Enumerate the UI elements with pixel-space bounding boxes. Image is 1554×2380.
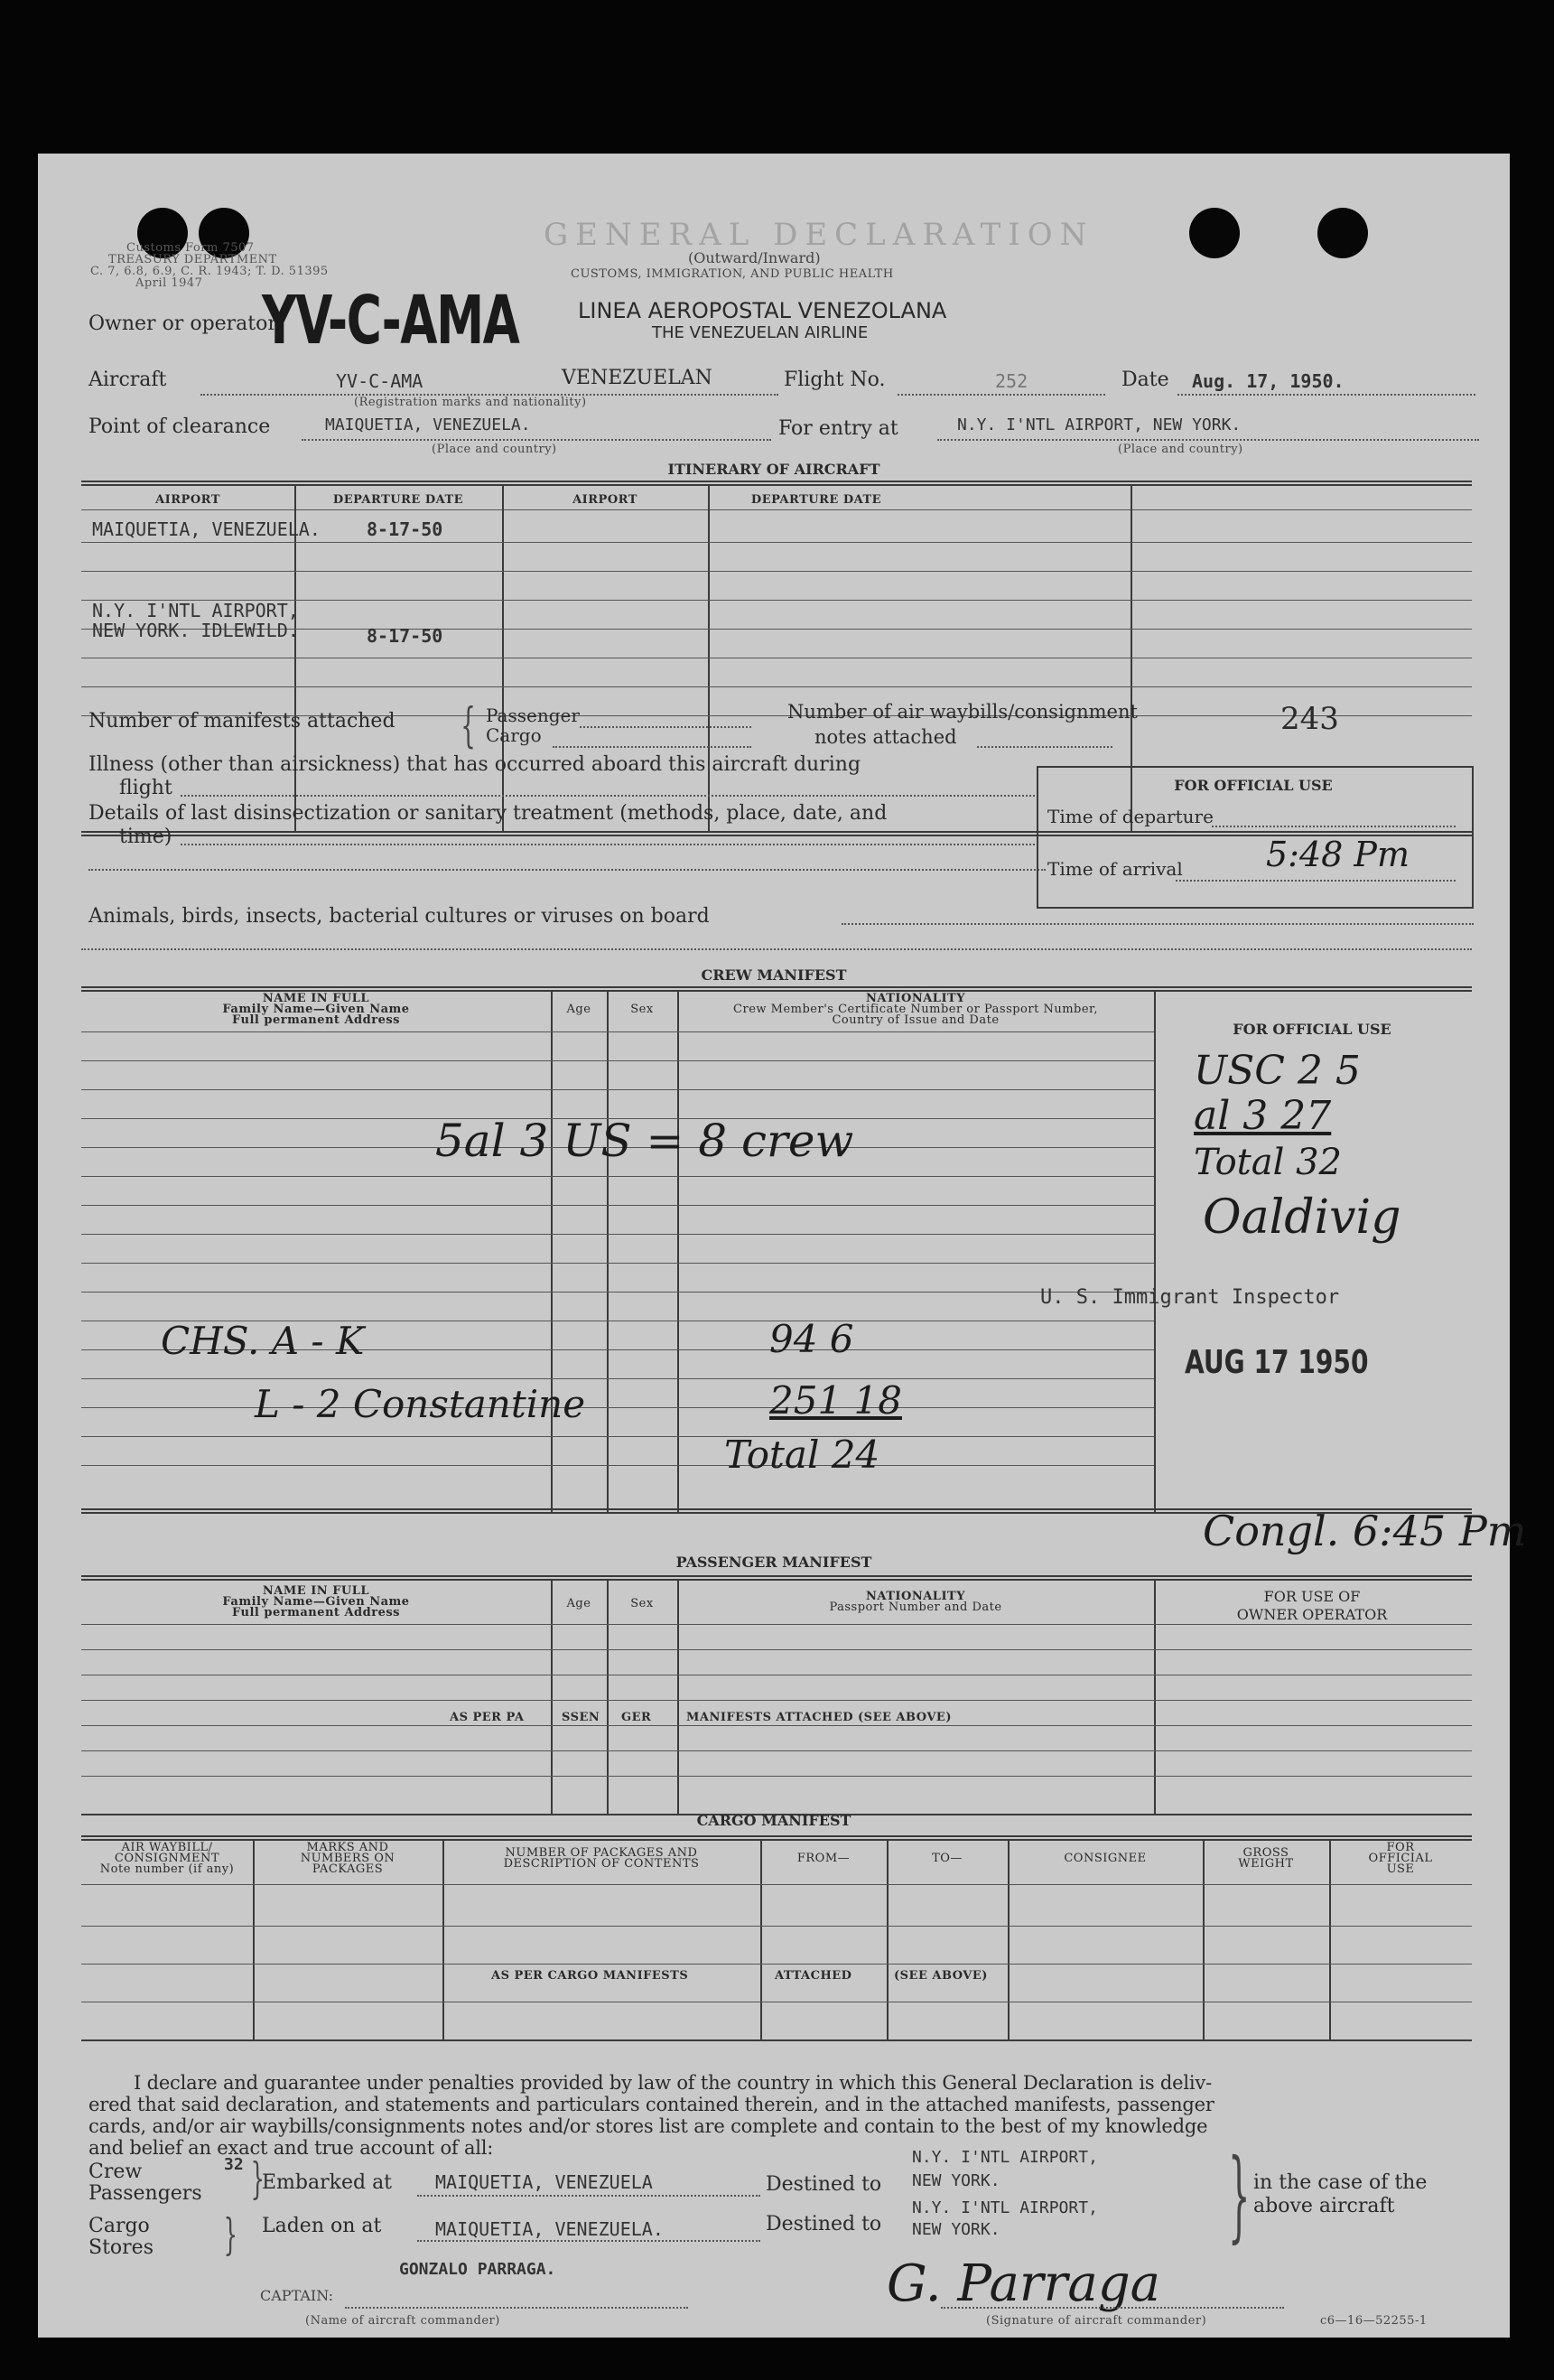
manifests-label: Number of manifests attached (88, 710, 395, 733)
signature-caption: (Signature of aircraft commander) (986, 2314, 1207, 2328)
commander-caption: (Name of aircraft commander) (305, 2314, 500, 2328)
pass-col-nationality: NATIONALITY Passport Number and Date (829, 1590, 1002, 1614)
waybills-label-2: notes attached (814, 726, 957, 748)
aircraft-label: Aircraft (88, 369, 167, 391)
cargo-title: CARGO MANIFEST (696, 1812, 851, 1829)
handwritten-congl: Congl. 6:45 Pm (1203, 1507, 1527, 1555)
cargo-col-marks: MARKS AND NUMBERS ON PACKAGES (300, 1841, 395, 1876)
embarked-label: Embarked at (262, 2171, 393, 2194)
cargo-label: Cargo (486, 724, 542, 746)
laden-label: Laden on at (262, 2215, 382, 2237)
pass-row-d: MANIFESTS ATTACHED (SEE ABOVE) (686, 1711, 952, 1724)
form-info: Customs Form 7507 TREASURY DEPARTMENT C. 7, 6.8, 6.9, C. R. 1943; T. D. 51395 April 1947 (90, 241, 329, 290)
arrival-time-label: Time of arrival (1047, 858, 1183, 880)
captain-label: CAPTAIN: (260, 2287, 334, 2304)
inspection-date-stamp: AUG 17 1950 (1185, 1344, 1369, 1381)
itin-airport-2: N.Y. I'NTL AIRPORT, (92, 600, 299, 621)
official-use-title: FOR OFFICIAL USE (1174, 777, 1333, 794)
entry-value: N.Y. I'NTL AIRPORT, NEW YORK. (957, 415, 1242, 434)
pass-col-age: Age (566, 1597, 591, 1610)
inspector-title: U. S. Immigrant Inspector (1040, 1286, 1340, 1309)
form-title: GENERAL DECLARATION (544, 217, 1094, 253)
crew-col-nationality: NATIONALITY Crew Member's Certificate Number or Passport Number, Country of Issue and Date (733, 992, 1098, 1027)
declaration-text: I declare and guarantee under penalties provided by law of the country in which this General Declaration is deliv- ered that said declaration, and statements and particulars contained therein, and in the attached manifests, passenger cards, and/or air waybills/consignments notes and/or stores list are complete and contain to the best of my knowledge and belief an exact and true account of all: (88, 2072, 1214, 2159)
aircraft-value: YV-C-AMA (336, 370, 423, 392)
owner-value-2: THE VENEZUELAN AIRLINE (652, 323, 869, 342)
cargo-col-to: TO— (932, 1852, 963, 1865)
clearance-value: MAIQUETIA, VENEZUELA. (325, 415, 531, 434)
destination-2a: N.Y. I'NTL AIRPORT, (912, 2198, 1098, 2217)
case-note-2: above aircraft (1253, 2195, 1395, 2217)
entry-label: For entry at (778, 417, 898, 440)
date-value: Aug. 17, 1950. (1192, 370, 1345, 392)
owner-label: Owner or operator (88, 313, 277, 335)
inspector-signature: Oaldivig (1203, 1190, 1401, 1245)
handwritten-line-1: 94 6 (769, 1317, 854, 1361)
crew-title: CREW MANIFEST (701, 966, 847, 984)
manifests-brace: { (461, 699, 476, 753)
punch-hole (1189, 208, 1240, 258)
cargo-col-waybill: AIR WAYBILL/ CONSIGNMENT Note number (if any) (99, 1841, 235, 1876)
itin-col-departure-2: DEPARTURE DATE (750, 493, 882, 507)
destination-brace: } (1228, 2137, 1251, 2253)
crew-col-name: NAME IN FULL Family Name—Given Name Full permanent Address (222, 992, 410, 1027)
laden-value: MAIQUETIA, VENEZUELA. (435, 2218, 664, 2240)
cargo-col-packages: NUMBER OF PACKAGES AND DESCRIPTION OF CONTENTS (503, 1846, 700, 1871)
crew-brace: } (250, 2153, 265, 2204)
itin-airport-1: MAIQUETIA, VENEZUELA. (92, 518, 321, 540)
disinsect-label-2: time) (119, 826, 172, 848)
cargo-brace: } (223, 2209, 237, 2260)
illness-label-2: flight (119, 777, 172, 799)
disinsect-label: Details of last disinsectization or sanitary treatment (methods, place, date, and (88, 802, 888, 825)
destination-1b: NEW YORK. (912, 2171, 1000, 2190)
cargo-col-weight: GROSS WEIGHT (1238, 1846, 1294, 1871)
captain-name: GONZALO PARRAGA. (399, 2260, 556, 2279)
clearance-label: Point of clearance (88, 415, 271, 438)
itin-col-airport-2: AIRPORT (572, 493, 637, 507)
cargo-row-b: ATTACHED (775, 1969, 852, 1983)
crew-col-sex: Sex (630, 1003, 654, 1016)
handwritten-l2: L - 2 Constantine (255, 1382, 586, 1426)
registration-stamp: YV-C-AMA (262, 282, 519, 359)
stores-label: Stores (88, 2236, 154, 2259)
itinerary-title: ITINERARY OF AIRCRAFT (667, 461, 880, 478)
animals-label: Animals, birds, insects, bacterial cultures or viruses on board (88, 905, 710, 928)
itin-airport-3: NEW YORK. IDLEWILD. (92, 620, 299, 641)
nationality-value: VENEZUELAN (562, 367, 712, 389)
pass-row-b: SSEN (562, 1711, 600, 1724)
handwritten-total: Total 32 (1194, 1142, 1342, 1183)
declaration-sheet (38, 154, 1527, 2338)
cargo-row-c: (SEE ABOVE) (894, 1969, 988, 1983)
embarked-value: MAIQUETIA, VENEZUELA (435, 2171, 653, 2193)
agencies-text: CUSTOMS, IMMIGRATION, AND PUBLIC HEALTH (571, 267, 894, 281)
destined-label: Destined to (766, 2173, 882, 2196)
cargo-col-official: FOR OFFICIAL USE (1368, 1841, 1433, 1876)
case-note: in the case of the (1253, 2171, 1428, 2194)
cargo-row-a: AS PER CARGO MANIFESTS (491, 1969, 689, 1983)
captain-signature: G. Parraga (887, 2254, 1161, 2313)
crew-label: Crew (88, 2161, 143, 2183)
pass-col-owner: FOR USE OF OWNER OPERATOR (1236, 1588, 1388, 1623)
place-caption: (Place and country) (432, 443, 557, 456)
passenger-title: PASSENGER MANIFEST (675, 1554, 872, 1571)
place-caption-2: (Place and country) (1118, 443, 1243, 456)
flight-label: Flight No. (784, 369, 886, 391)
illness-label: Illness (other than airsickness) that has occurred aboard this aircraft during (88, 753, 861, 776)
cargo-col-consignee: CONSIGNEE (1064, 1852, 1147, 1865)
itin-date-1: 8-17-50 (367, 518, 443, 540)
waybills-label: Number of air waybills/consignment (787, 701, 1138, 723)
handwritten-usc: USC 2 5 (1194, 1048, 1361, 1094)
handwritten-al: al 3 27 (1194, 1093, 1332, 1139)
cargo-label-decl: Cargo (88, 2215, 150, 2237)
owner-value: LINEA AEROPOSTAL VENEZOLANA (578, 298, 947, 323)
crew-col-age: Age (566, 1003, 591, 1016)
itin-date-3: 8-17-50 (367, 625, 443, 647)
form-subtitle: (Outward/Inward) (688, 249, 821, 266)
registration-caption: (Registration marks and nationality) (354, 396, 587, 409)
punch-hole (1317, 208, 1368, 258)
handwritten-chs: CHS. A - K (161, 1319, 365, 1363)
pass-col-sex: Sex (630, 1597, 654, 1610)
handwritten-line-2: 251 18 (769, 1378, 902, 1423)
form-number: c6—16—52255-1 (1320, 2314, 1428, 2328)
itin-col-airport: AIRPORT (155, 493, 220, 507)
crew-col-official: FOR OFFICIAL USE (1233, 1021, 1391, 1038)
pass-row-c: GER (621, 1711, 652, 1724)
destination-2b: NEW YORK. (912, 2220, 1000, 2239)
pass-col-name: NAME IN FULL Family Name—Given Name Full permanent Address (222, 1584, 410, 1619)
date-label: Date (1121, 369, 1169, 391)
waybills-value: 243 (1280, 701, 1339, 737)
handwritten-total-2: Total 24 (724, 1433, 880, 1477)
passengers-label: Passengers (88, 2182, 202, 2205)
arrival-time-value: 5:48 Pm (1266, 835, 1410, 874)
flight-value: 252 (995, 370, 1028, 392)
cargo-col-from: FROM— (796, 1852, 851, 1865)
destination-1a: N.Y. I'NTL AIRPORT, (912, 2148, 1098, 2167)
passengers-value: 32 (224, 2155, 244, 2174)
handwritten-crew-count: 5al 3 US = 8 crew (435, 1115, 854, 1167)
departure-time-label: Time of departure (1047, 806, 1214, 827)
itin-col-departure: DEPARTURE DATE (332, 493, 464, 507)
destined-label-2: Destined to (766, 2213, 882, 2235)
passenger-label: Passenger (486, 705, 580, 726)
pass-row-a: AS PER PA (450, 1711, 525, 1724)
